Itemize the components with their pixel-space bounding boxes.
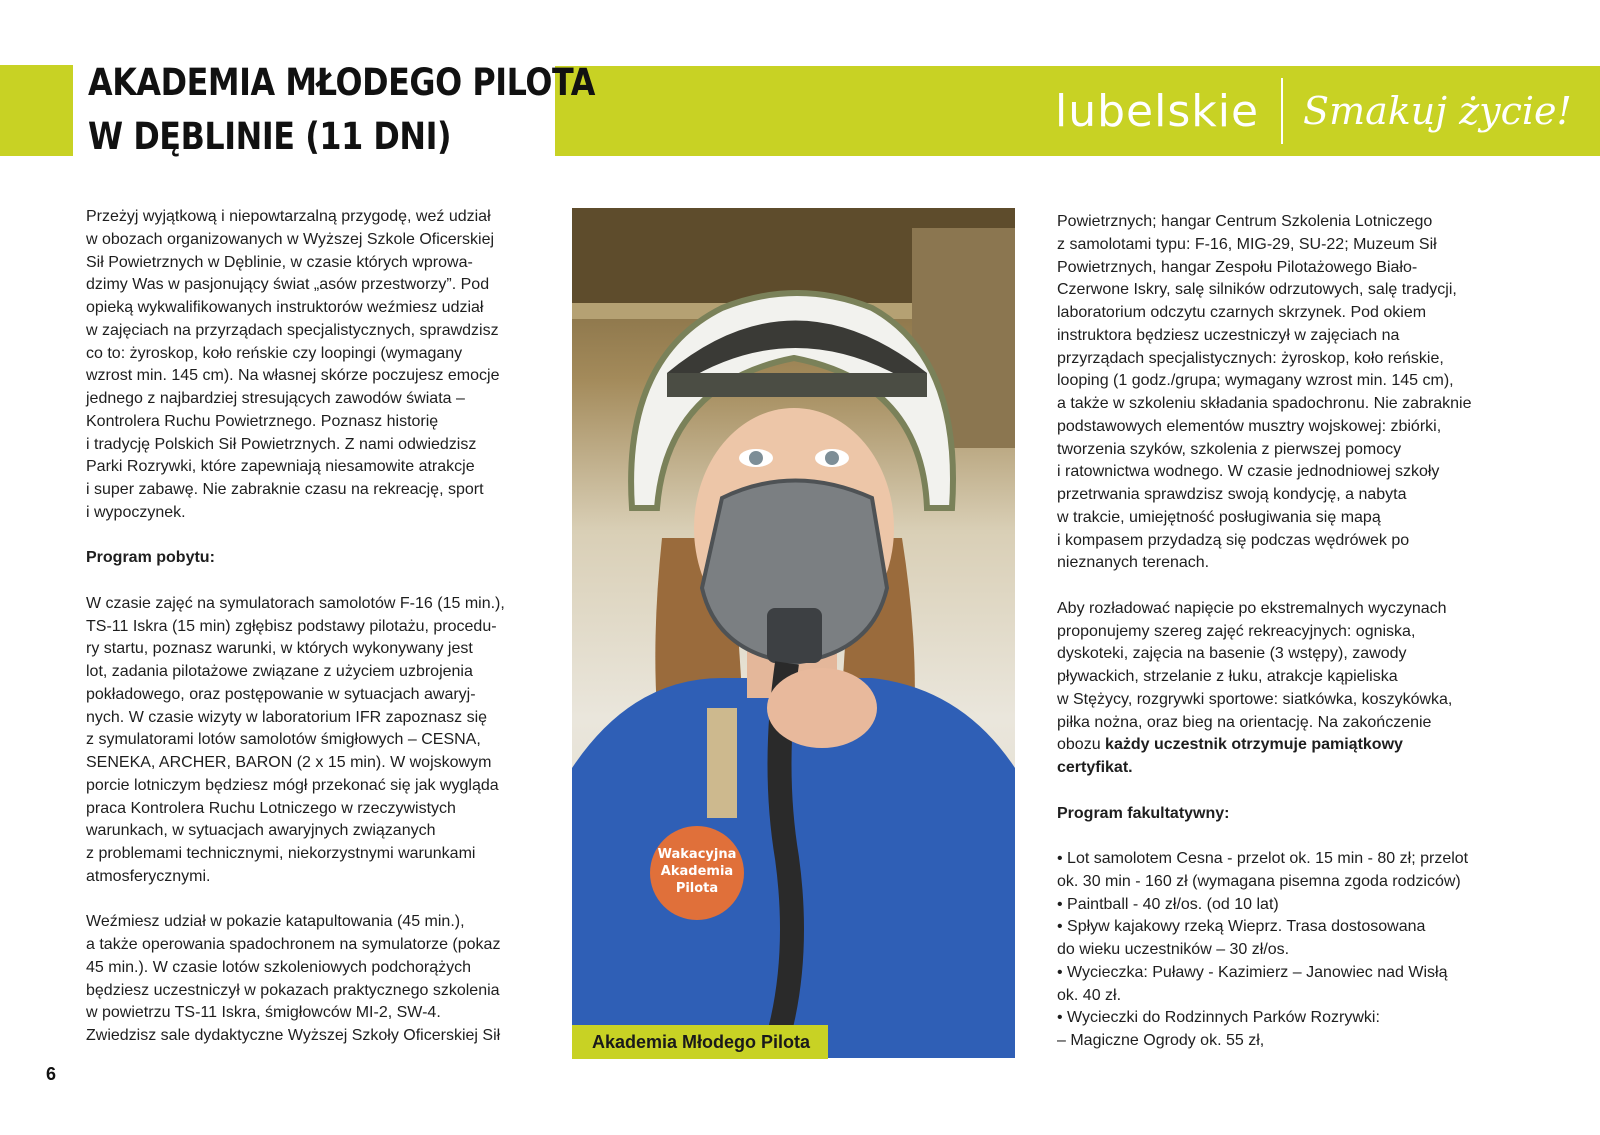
- brand-logo: [1055, 78, 1572, 144]
- continuation-paragraph: Powietrznych; hangar Centrum Szkolenia Lotniczego z samolotami typu: F-16, MIG-29, SU-22; Muzeum Sił Powietrznych, hangar Zespołu Pilotażowego Biało- Czerwone Iskry, salę silników odrzutowych, salę tradycji, laboratorium odczytu czarnych skrzynek. Pod okiem instruktora będziesz uczestniczył w zajęciach na przyrządach specjalistycznych: żyroskop, koło reńskie, looping (1 godz./grupa; wymagany wzrost min. 145 cm), a także w szkoleniu składania spadochronu. Nie zabraknie podstawowych elementów musztry wojskowej: zbiórki, tworzenia szyków, szkolenia z pierwszej pomocy i ratownictwa wodnego. W czasie jednodniowej szkoły przetrwania sprawdzisz swoją kondycję, a nabyta w trakcie, umiejętność posługiwania się mapą i kompasem przydadzą się podczas wędrówek po nieznanych terenach.: [1057, 213, 1472, 572]
- title-line-1: AKADEMIA MŁODEGO PILOTA: [88, 61, 596, 104]
- recreation-paragraph: Aby rozładować napięcie po ekstremalnych wyczynach proponujemy szereg zajęć rekreacyjnych: ogniska, dyskoteki, zajęcia na basenie (3 wstępy), zawody pływackich, strzelanie z łuku, atrakcje kąpieliska w Stężycy, rozgrywki sportowe: siatkówka, koszykówka, piłka nożna, oraz bieg na orientację. Na zakończenie obozu każdy uczestnik otrzymuje pamiątkowy certyfikat.: [1057, 599, 1453, 776]
- left-column: [86, 206, 536, 1048]
- page-title: [88, 56, 595, 164]
- photo-caption: Akademia Młodego Pilota: [572, 1025, 828, 1059]
- svg-text:Wakacyjna: Wakacyjna: [657, 847, 737, 862]
- page-number: 6: [46, 1064, 57, 1084]
- optional-program-list: • Lot samolotem Cesna - przelot ok. 15 min - 80 zł; przelot ok. 30 min - 160 zł (wymagana pisemna zgoda rodziców) • Paintball - 40 zł/os. (od 10 lat) • Spływ kajakowy rzeką Wieprz. Trasa dostosowana do wieku uczestników – 30 zł/os. • Wycieczka: Puławy - Kazimierz – Janowiec nad Wisłą ok. 40 zł. • Wycieczki do Rodzinnych Parków Rozrywki: – Magiczne Ogrody ok. 55 zł,: [1057, 850, 1469, 1049]
- optional-program-heading: Program fakultatywny:: [1057, 804, 1230, 822]
- right-column: [1057, 211, 1507, 1053]
- brand-name: lubelskie: [1055, 85, 1260, 137]
- katapult-paragraph: Weźmiesz udział w pokazie katapultowania (45 min.), a także operowania spadochronem na symulatorze (pokaz 45 min.). W czasie lotów szkoleniowych podchorążych będziesz uczestniczył w pokazach praktycznego szkolenia w powietrzu TS-11 Iskra, śmigłowców MI-2, SW-4. Zwiedzisz sale dydaktyczne Wyższej Szkoły Oficerskiej Sił: [86, 913, 501, 1044]
- pilot-illustration: [572, 208, 1015, 1058]
- intro-paragraph: Przeżyj wyjątkową i niepowtarzalną przygodę, weź udział w obozach organizowanych w Wyższej Szkole Oficerskiej Sił Powietrznych w Dęblinie, w czasie których wprowa- dzimy Was w pasjonujący świat „asów przestworzy”. Pod opieką wykwalifikowanych instruktorów weźmiesz udział w zajęciach na przyrządach specjalistycznych, sprawdzisz co to: żyroskop, koło reńskie czy loopingi (wymagany wzrost min. 145 cm). Na własnej skórze poczujesz emocje jednego z najbardziej stresujących zawodów świata – Kontrolera Ruchu Powietrznego. Poznasz historię i tradycję Polskich Sił Powietrznych. Z nami odwiedzisz Parki Rozrywki, które zapewniają niesamowite atrakcje i super zabawę. Nie zabraknie czasu na rekreację, sport i wypoczynek.: [86, 208, 500, 521]
- accent-bar-left: [0, 65, 73, 156]
- svg-text:Pilota: Pilota: [675, 881, 719, 896]
- program-heading: Program pobytu:: [86, 549, 215, 567]
- brand-slogan: Smakuj życie!: [1303, 89, 1572, 133]
- brand-divider: [1281, 78, 1283, 144]
- program-paragraph: W czasie zajęć na symulatorach samolotów F-16 (15 min.), TS-11 Iskra (15 min) zgłębisz podstawy pilotażu, procedu- ry startu, poznasz warunki, w których wykonywany jest lot, zadania pilotażowe związane z użyciem uzbrojenia pokładowego, oraz postępowanie w sytuacjach awaryj- nych. W czasie wizyty w laboratorium IFR zapoznasz się z symulatorami lotów samolotów śmigłowych – CESNA, SENEKA, ARCHER, BARON (2 x 15 min). W wojskowym porcie lotniczym będziesz mógł przekonać się jak wygląda praca Kontrolera Ruchu Lotniczego w rzeczywistych warunkach, w sytuacjach awaryjnych związanych z problemami technicznymi, niekorzystnymi warunkami atmosferycznymi.: [86, 594, 505, 885]
- pilot-photo: [572, 208, 1015, 1058]
- title-line-2: W DĘBLINIE (11 DNI): [88, 115, 452, 158]
- svg-text:Akademia: Akademia: [660, 864, 734, 879]
